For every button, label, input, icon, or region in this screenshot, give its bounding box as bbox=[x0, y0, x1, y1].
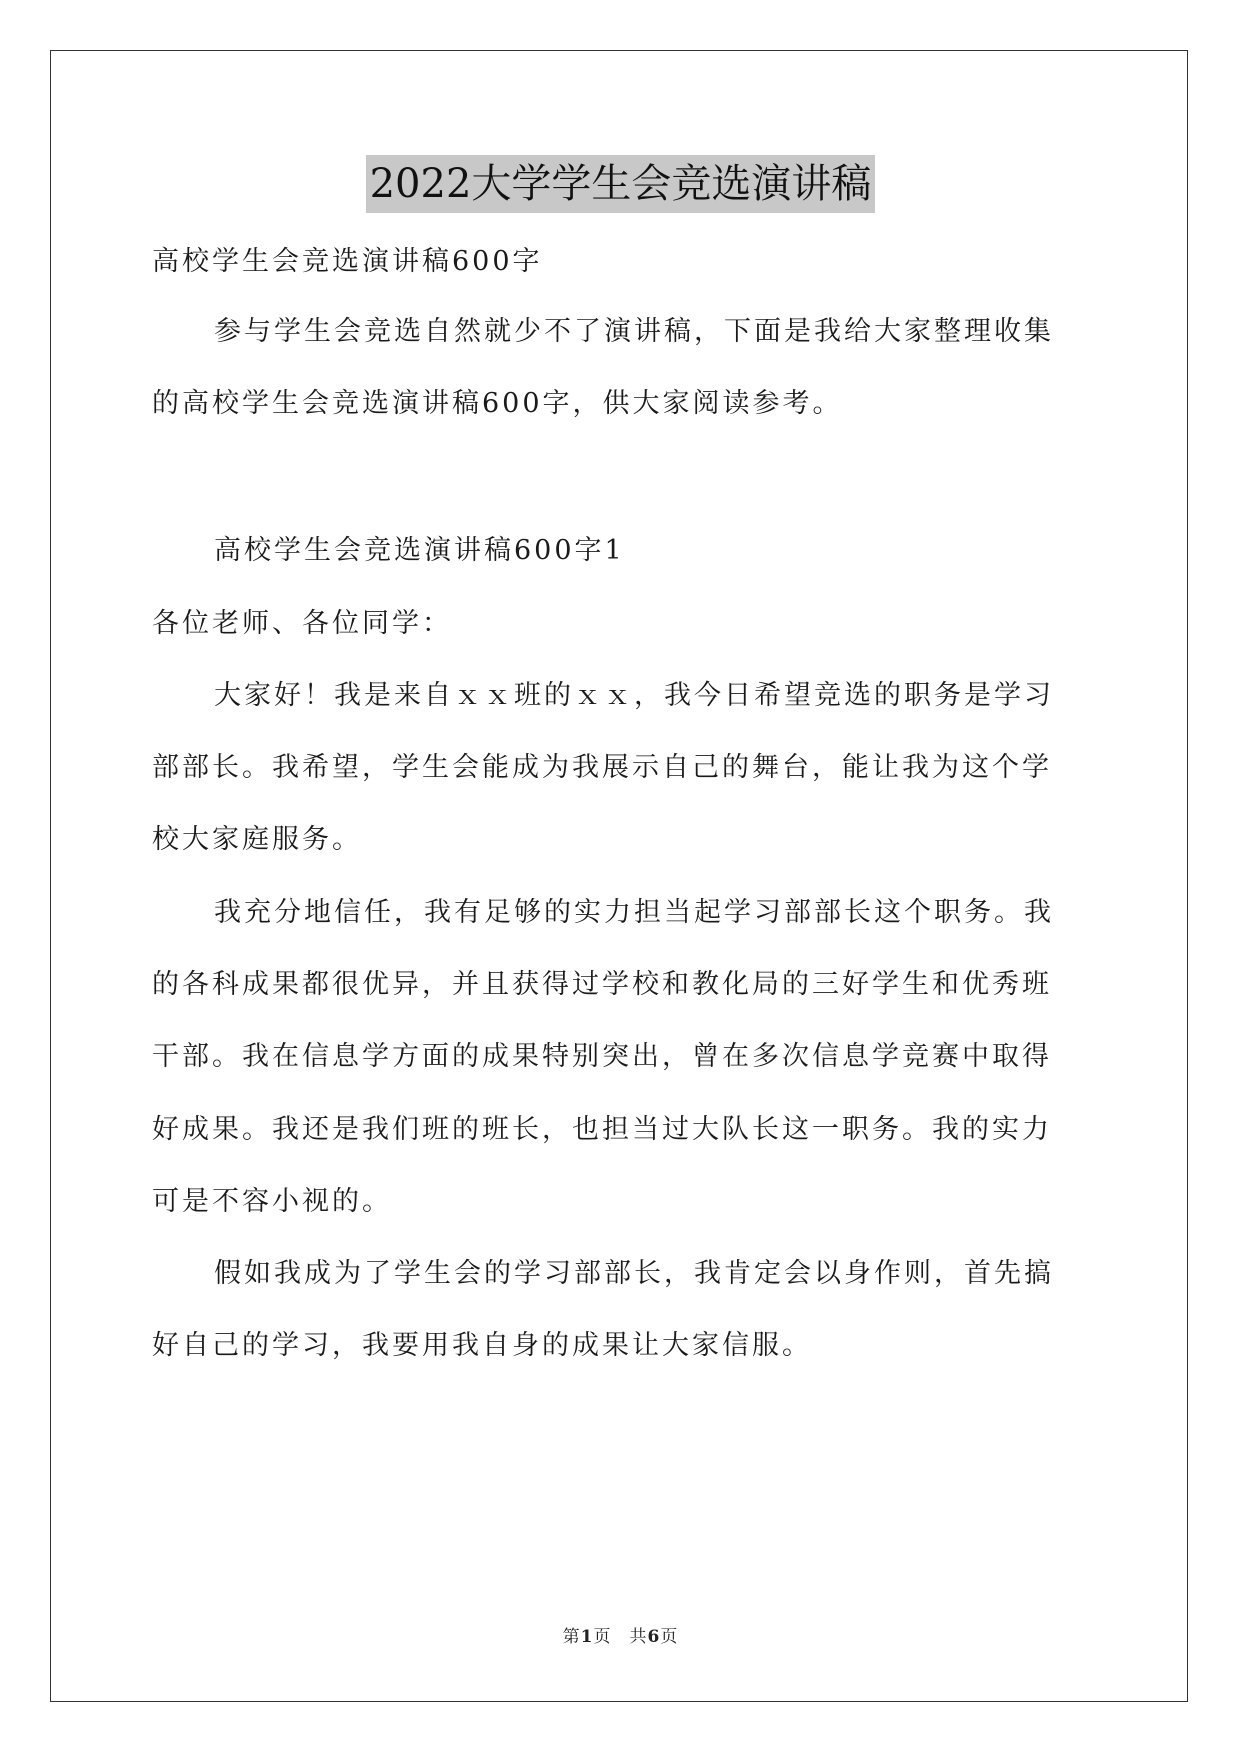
page-border bbox=[50, 50, 1188, 1702]
subtitle-line: 高校学生会竞选演讲稿600字 bbox=[152, 246, 543, 277]
paragraph-line: 参与学生会竞选自然就少不了演讲稿，下面是我给大家整理收集 bbox=[214, 316, 1054, 347]
paragraph-line: 我充分地信任，我有足够的实力担当起学习部部长这个职务。我 bbox=[214, 897, 1054, 928]
paragraph-line: 的高校学生会竞选演讲稿600字，供大家阅读参考。 bbox=[152, 388, 843, 419]
footer-suffix: 页 bbox=[660, 1627, 679, 1647]
page-footer bbox=[0, 1622, 1241, 1647]
footer-prefix: 第 bbox=[562, 1627, 581, 1647]
paragraph-line: 大家好！我是来自ｘｘ班的ｘｘ，我今日希望竞选的职务是学习 bbox=[214, 680, 1054, 711]
paragraph-line: 好成果。我还是我们班的班长，也担当过大队长这一职务。我的实力 bbox=[152, 1114, 1052, 1145]
paragraph-line: 好自己的学习，我要用我自身的成果让大家信服。 bbox=[152, 1330, 812, 1361]
section-heading: 高校学生会竞选演讲稿600字1 bbox=[214, 535, 625, 566]
paragraph-line: 假如我成为了学生会的学习部部长，我肯定会以身作则，首先搞 bbox=[214, 1258, 1054, 1289]
footer-current-page: 1 bbox=[580, 1627, 594, 1647]
paragraph-line: 干部。我在信息学方面的成果特别突出，曾在多次信息学竞赛中取得 bbox=[152, 1041, 1052, 1072]
footer-middle: 页 共 bbox=[593, 1627, 648, 1647]
paragraph-line: 可是不容小视的。 bbox=[152, 1186, 392, 1217]
paragraph-line: 部部长。我希望，学生会能成为我展示自己的舞台，能让我为这个学 bbox=[152, 752, 1052, 783]
document-title: 2022大学学生会竞选演讲稿 bbox=[366, 155, 876, 213]
footer-total-pages: 6 bbox=[647, 1627, 661, 1647]
salutation-line: 各位老师、各位同学： bbox=[152, 608, 452, 639]
paragraph-line: 的各科成果都很优异，并且获得过学校和教化局的三好学生和优秀班 bbox=[152, 969, 1052, 1000]
title-container bbox=[0, 155, 1241, 213]
paragraph-line: 校大家庭服务。 bbox=[152, 824, 362, 855]
